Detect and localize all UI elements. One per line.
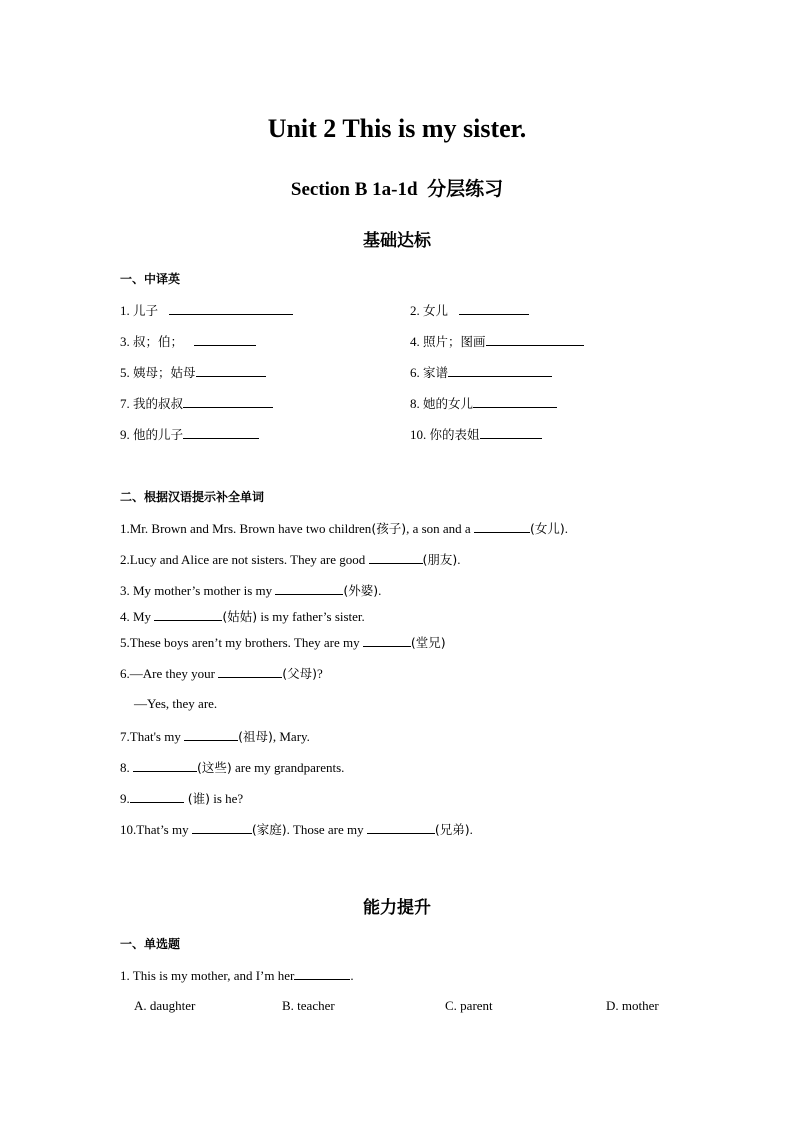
level-heading-basic: 基础达标 [363,231,431,251]
translate-item: 5. 姨母；姑母 [120,363,266,382]
answer-blank[interactable] [194,332,256,346]
answer-blank[interactable] [196,363,266,377]
part-heading-complete-words: 二、根据汉语提示补全单词 [120,490,265,504]
level-heading-advanced: 能力提升 [363,898,431,918]
translate-item: 7. 我的叔叔 [120,394,273,413]
fill-question-5: 5.These boys aren’t my brothers. They are my (堂兄) [120,635,446,650]
answer-blank[interactable] [154,607,222,621]
choice-question-1: 1. This is my mother, and I’m her . [120,968,354,983]
answer-blank[interactable] [448,363,552,377]
answer-blank[interactable] [480,425,542,439]
answer-blank[interactable] [275,581,343,595]
fill-question-3: 3. My mother’s mother is my (外婆). [120,583,382,598]
answer-blank[interactable] [369,550,423,564]
answer-blank[interactable] [294,966,350,980]
answer-blank[interactable] [363,633,411,647]
section-subtitle [0,176,794,203]
choice-option-d[interactable]: D. mother [606,998,659,1013]
answer-blank[interactable] [486,332,584,346]
translate-item: 6. 家谱 [410,363,552,382]
subtitle-chinese: 分层练习 [427,178,504,200]
answer-blank[interactable] [169,301,293,315]
translate-item: 2. 女儿 [410,301,529,320]
fill-question-8: 8. (这些) are my grandparents. [120,760,345,775]
answer-blank[interactable] [367,820,435,834]
fill-question-9: 9. (谁) is he? [120,791,244,806]
translate-item: 1. 儿子 [120,301,293,320]
part-heading-multiple-choice: 一、单选题 [120,937,181,951]
fill-question-1: 1.Mr. Brown and Mrs. Brown have two children(孩子), a son and a (女儿). [120,521,568,536]
fill-question-2: 2.Lucy and Alice are not sisters. They are good (朋友). [120,552,461,567]
translate-item: 10. 你的表姐 [410,425,542,444]
translate-item: 3. 叔；伯； [120,332,256,351]
fill-question-7: 7.That's my (祖母), Mary. [120,729,310,744]
subtitle-english: Section B 1a-1d [290,179,418,200]
answer-blank[interactable] [459,301,529,315]
answer-blank[interactable] [474,519,530,533]
choice-option-c[interactable]: C. parent [445,998,493,1013]
fill-question-6-reply: —Yes, they are. [134,696,218,711]
answer-blank[interactable] [133,758,197,772]
translate-item: 9. 他的儿子 [120,425,259,444]
translate-item: 8. 她的女儿 [410,394,557,413]
answer-blank[interactable] [130,789,184,803]
choice-option-a[interactable]: A. daughter [134,998,196,1013]
part-heading-translate: 一、中译英 [120,272,181,286]
answer-blank[interactable] [184,727,238,741]
answer-blank[interactable] [218,664,282,678]
answer-blank[interactable] [183,425,259,439]
choice-option-b[interactable]: B. teacher [282,998,335,1013]
document-title: Unit 2 This is my sister. [267,114,527,143]
fill-question-4: 4. My (姑姑) is my father’s sister. [120,609,365,624]
answer-blank[interactable] [183,394,273,408]
fill-question-10: 10.That’s my (家庭). Those are my (兄弟). [120,822,473,837]
answer-blank[interactable] [473,394,557,408]
translate-item: 4. 照片；图画 [410,332,584,351]
fill-question-6: 6.—Are they your (父母)? [120,666,323,681]
answer-blank[interactable] [192,820,252,834]
